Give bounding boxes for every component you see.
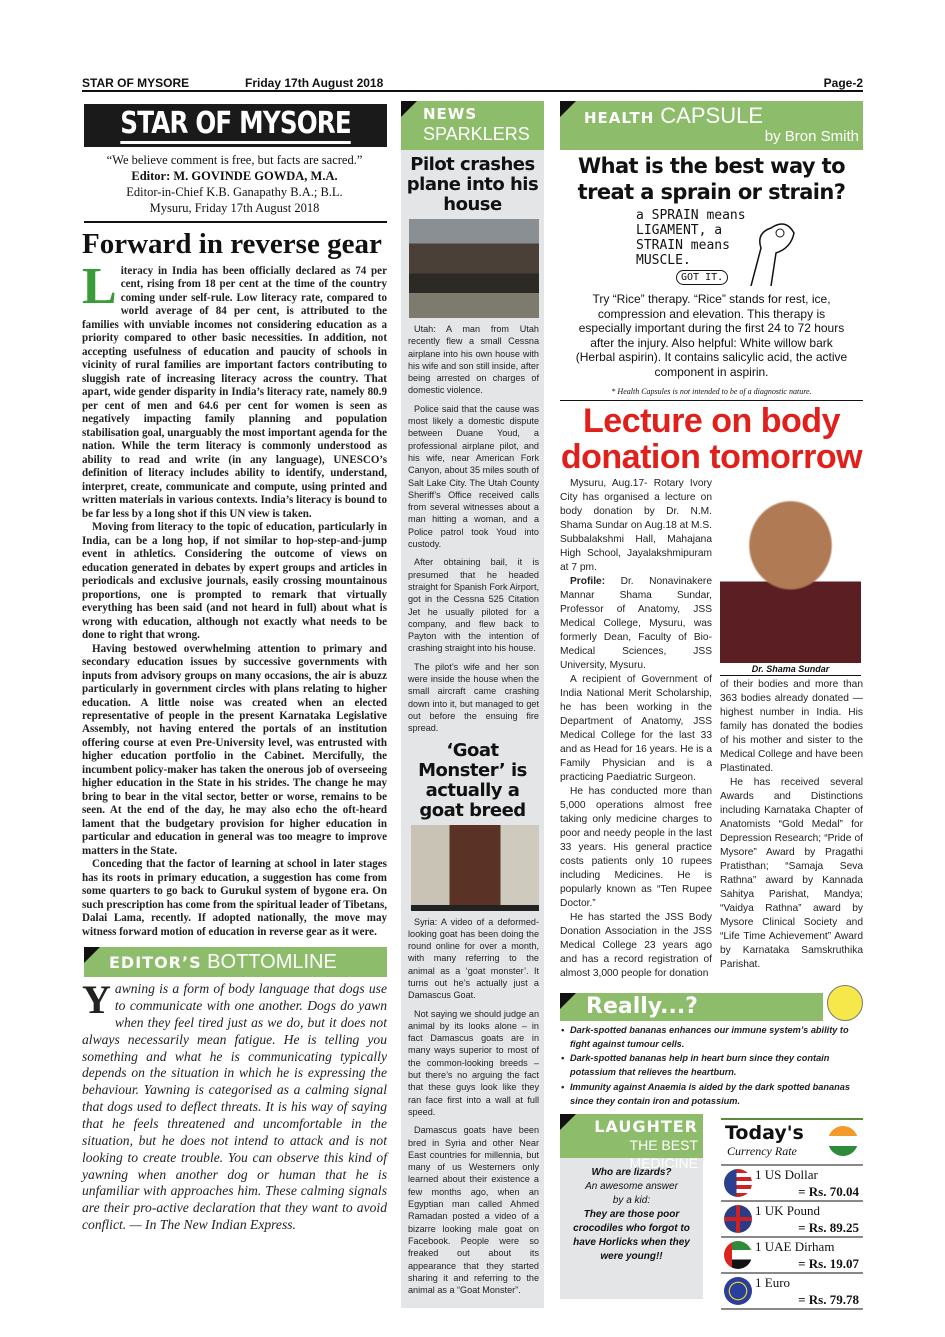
lecture-body-col2: of their bodies and more than 363 bodies already donated — highest number in India. His family has donated the bodies of his mother and sister to the Medical College and have been Plastinated. He has received several Awards and Distinctions including Karnataka Chapter of Anatomists “Gold Medal” for Depression Research; “Pride of Mysore” Award by Pragathi Pratisthan; “Samaja Seva Rathna” award by Kannada Sahitya Parishat, Mandya; “Vaidya Rathna” award by Mysore Clinical Society and “Life Time Achievement” Award by Karnataka Samskruthika Parishat. [720, 679, 863, 971]
uae-flag-icon [724, 1241, 752, 1269]
dateline: Mysuru, Friday 17th August 2018 [149, 201, 320, 215]
paragraph: Conceding that the factor of learning at school in later stages has its roots in primary education, a suggestion has come from some quarters to go back to Gurukul system of bygone era. On such prescription has come from the spiritual leader of Tibetans, Dalai Lama, recently. If adopted nationally, the move may witness forward motion of education in reverse gear as it were. [82, 858, 387, 938]
bottomline-header: EDITOR’S BOTTOMLINE [84, 947, 387, 977]
byline: by Bron Smith [764, 128, 859, 145]
health-capsule-header: HEALTH CAPSULE by Bron Smith [560, 101, 863, 150]
motto: “We believe comment is free, but facts are sacred.” [106, 153, 363, 167]
editor-in-chief: Editor-in-Chief K.B. Ganapathy B.A.; B.L. [126, 185, 343, 199]
photo-caption: Dr. Shama Sundar [720, 663, 861, 676]
currency-rates [721, 1118, 863, 1310]
issue-date: Friday 17th August 2018 [245, 76, 384, 90]
news-sparklers-header: NEWS SPARKLERS [401, 101, 544, 150]
really-list [560, 1024, 863, 1108]
lecture-body-col1: Mysuru, Aug.17- Rotary Ivory City has organised a lecture on body donation by Dr. N.M. Shama Sundar on Aug.18 at M.S. Subbalakshmi Hall, Mahajana High School, Jayalakshmipuram at 7 pm. Profile: Dr. Nonavinakere Mannar Shama Sundar, Professor of Anatomy, JSS Medical College, Mysuru, was formerly Dean, Faculty of Bio-Medical Sciences, JSS University, Mysuru. A recipient of Government of India National Merit Scholarship, he has been working in the Department of Anatomy, JSS Medical College for the last 33 and as Head for 16 years. He is a Family Physician and is a practicing Paediatric Surgeon. He has conducted more than 5,000 operations almost free taking only medicine charges to poor and needy people in the last 33 years. His general practice costs patients only 10 rupees including Medicines. He is popularly known as “Ten Rupee Doctor.” He has started the JSS Body Donation Association in the JSS Medical College 23 years ago and has a record registration of almost 3,000 people for donation [560, 478, 712, 980]
currency-row: 1 US Dollar = Rs. 70.04 [721, 1164, 863, 1200]
eu-flag-icon [724, 1277, 752, 1305]
paper-name: STAR OF MYSORE [82, 76, 190, 90]
story-body: Utah: A man from Utah recently flew a small Cessna airplane into his own house with his wife and son still inside, after being arrested on charges of domestic violence. Police said that the cause was most likely a domestic dispute between Duane Youd, a professional airplane pilot, and his wife, near American Fork Canyon, about 35 miles south of Salt Lake City. The Utah County Sheriff’s Office received calls from several witnesses about a man hitting a woman, and a Police patrol took Youd into custody. After obtaining bail, it is presumed that he headed straight for Spanish Fork Airport, got in the Cessna 525 Citation Jet he usually piloted for a company, and flew back to Payton with the intention of crashing straight into his house. The pilot’s wife and her son were inside the house when the small aircraft came crashing down into it, but managed to get out before the ensuing fire spread. [408, 324, 539, 734]
doctor-portrait [720, 482, 861, 663]
divider [560, 400, 863, 402]
cartoon-illustration: a SPRAIN means LIGAMENT, a STRAIN means MUSCLE. GOT IT. [636, 208, 863, 286]
currency-row: 1 UAE Dirham = Rs. 19.07 [721, 1236, 863, 1272]
editor: Editor: M. GOVINDE GOWDA, M.A. [131, 169, 338, 183]
health-title: What is the best way to treat a sprain or strain? [577, 154, 846, 204]
currency-title: Today's [725, 1122, 804, 1145]
currency-row: 1 Euro = Rs. 79.78 [721, 1272, 863, 1310]
story-title: Pilot crashes plane into his house [406, 154, 539, 215]
bottomline-body: Yawning is a form of body language that dogs use to communicate with one another. Dogs do yawn when they feel tired just as we do, but it does not always necessarily mean fatigue. He is telling you something and what he is communicating typically depends on the situation in which he is expressing the behaviour. Yawning is categorised as a calming signal that dogs used to deflect threats. It is his way of saying that he feels threatened and uncomfortable in the situation, but he does not intend to attack and is not looking to create trouble. You can observe this kind of yawning when another dog or human that he is unfamiliar with approaches him. These calming signals are their pro-active declaration that they want to avoid conflict. — In The New Indian Express. [82, 977, 387, 1233]
laughter-body: Who are lizards? An awesome answer by a kid: They are those poor crocodiles who forgot to have Horlicks when they were young!! [560, 1158, 703, 1299]
drop-cap: Y [82, 977, 111, 1023]
masthead-logo: STAR OF MYSORE [84, 104, 387, 147]
list-item: • Immunity against Anaemia is aided by the dark spotted bananas since they contain iron and potassium. [560, 1081, 863, 1108]
paragraph: Having bestowed overwhelming attention to primary and secondary education issues by successive governments with inputs from advisory groups on many occasions, the air is abuzz particularly in government circles with plans relating to higher education. A little noise was created when an elected representative of people in the present Karnataka Legislative Assembly, not having entered the portals of an institution offering course at even Pre-University level, was entrusted with higher education portfolio in the Cabinet. Mercifully, the incumbent policy-maker has taken the onerous job of overseeing higher education in the State in his strides. The change he may bring to bear in the vital sector, better or worse, remains to be seen. At the end of the day, he may also echo the oft-heard lament that the budgetary provision for higher education in particular and education in general was too meagre to improve matters in the State. [82, 642, 387, 857]
drop-cap: L [82, 258, 117, 315]
editorial-title: Forward in reverse gear [82, 228, 382, 260]
lightbulb-mascot-icon [827, 985, 863, 1021]
page-number: Page-2 [823, 76, 863, 90]
editorial-body: Literacy in India has been officially declared as 74 per cent, rising from 18 per cent at the time of the country coming under self-rule. Low literacy rate, compared to world average of 84 per cent, is attributed to the families with unviable incomes not considering education as a priority compared to other basic necessities. In addition, not accepting usefulness of education and paucity of schools in vicinity of rural families are important factors contributing to sluggish rate of increasing literacy across the country. That apart, wide gender disparity in India’s literacy rate, namely 80.9 per cent of men and 64.6 per cent for women is seen as negatively impacting family planning and population stabilisation goal, unarguably the most important agenda for the nation. While the term literacy is commonly understood as ability to read and write (in any language), UNESCO’s definition of literacy includes ability to identify, understand, interpret, create, communicate and compute, using printed and written materials in various contexts. India’s literacy is bound to be far less by a long shot if this UN view is taken. Moving from literacy to the topic of education, particularly in India, can be a long hop, if not similar to hop-step-and-jump event in athletics. Considering the outcome of views on education generated in debates by expert groups and articles in periodicals and exclusive journals, easily crossing mountainous proportions, one is prompted to remark that virtually everything has been said (and not heard in full) about what is wrong with education, although not exactly what needs to be done to right that wrong. Having bestowed overwhelming attention to primary and secondary education issues by successive governments with inputs from advisory groups on many occasions, the air is abuzz particularly in government circles with plans relating to higher education. A little noise was created when an elected representative of people in the present Karnataka Legislative Assembly, not having entered the portals of an institution offering course at even Pre-University level, was entrusted with higher education portfolio in the Cabinet. Mercifully, the incumbent policy-maker has taken the onerous job of overseeing higher education in the State in his strides. The change he may bring to bear in the vital sector, better or worse, remains to be seen. At the end of the day, he may also echo the oft-heard lament that the budgetary provision for higher education in particular and education in general was too meagre to improve matters in the State. Conceding that the factor of learning at school in later stages has its roots in primary education, a suggestion has come from some quarters to go back to Gurukul system of bygone era. On such prescription has come from the spiritual leader of Tibetans, Dalai Lama, recently. If adopted nationally, the move may witness forward motion of education in reverse gear as it were. [82, 258, 387, 938]
paragraph: Moving from literacy to the topic of education, particularly in India, can be a long hop, if not similar to hop-step-and-jump event in athletics. Considering the outcome of views on education generated in debates by expert groups and articles in periodicals and exclusive journals, easily crossing mountainous proportions, one is prompted to remark that virtually everything has been said (and not heard in full) about what is wrong with education, although not exactly what needs to be done to right that wrong. [82, 521, 387, 642]
story-body: Syria: A video of a deformed-looking goat has been doing the round online for over a month, with many referring to the animal as a ‘goat monster’. It turns out he’s actually just a Damascus Goat. Not saying we should judge an animal by its looks alone – in fact Damascus goats are in many ways superior to most of the common-looking breeds – but there’s no arguing the fact that these guys look like they ran face first into a wall at full speed. Damascus goats have been bred in Syria and other Near East countries for millennia, but many of us Westerners only learned about their existence a few months ago, when an Egyptian man called Ahmed Ramadan posted a video of a bizarre looking male goat on Facebook. People were so freaked out about its appearance that they started sharing it and referring to the animal as a “Goat Monster”. [408, 916, 539, 1296]
currency-row: 1 UK Pound = Rs. 89.25 [721, 1200, 863, 1236]
laughter-header: LAUGHTER THE BEST MEDICINE [560, 1114, 703, 1158]
lecture-headline: Lecture on body donation tomorrow [560, 402, 863, 477]
news-sparklers-panel [401, 101, 544, 1308]
health-body: Try “Rice” therapy. “Rice” stands for rest, ice, compression and elevation. This therapy is especially important during the first 24 to 72 hours after the injury. Also helpful: White willow bark (Herbal aspirin). It contains salicylic acid, the active component in aspirin. [575, 292, 848, 379]
us-flag-icon [724, 1169, 752, 1197]
right-column [560, 101, 863, 1310]
house-crash-photo [409, 219, 539, 318]
story-title: ‘Goat Monster’ is actually a goat breed [418, 739, 527, 821]
goat-photo [411, 825, 539, 911]
really-header: Really...? [560, 993, 823, 1021]
uk-flag-icon [724, 1205, 752, 1233]
list-item: • Dark-spotted bananas help in heart burn since they contain potassium that relieves the heartburn. [560, 1052, 863, 1079]
disclaimer: * Health Capsules is not intended to be of a diagnostic nature. [611, 386, 812, 396]
list-item: • Dark-spotted bananas enhances our immune system’s ability to fight against tumour cells. [560, 1024, 863, 1051]
page-header [82, 76, 863, 92]
divider [84, 221, 387, 223]
masthead-info [82, 152, 387, 216]
left-column [82, 101, 387, 1234]
currency-subtitle: Currency Rate [727, 1144, 797, 1159]
